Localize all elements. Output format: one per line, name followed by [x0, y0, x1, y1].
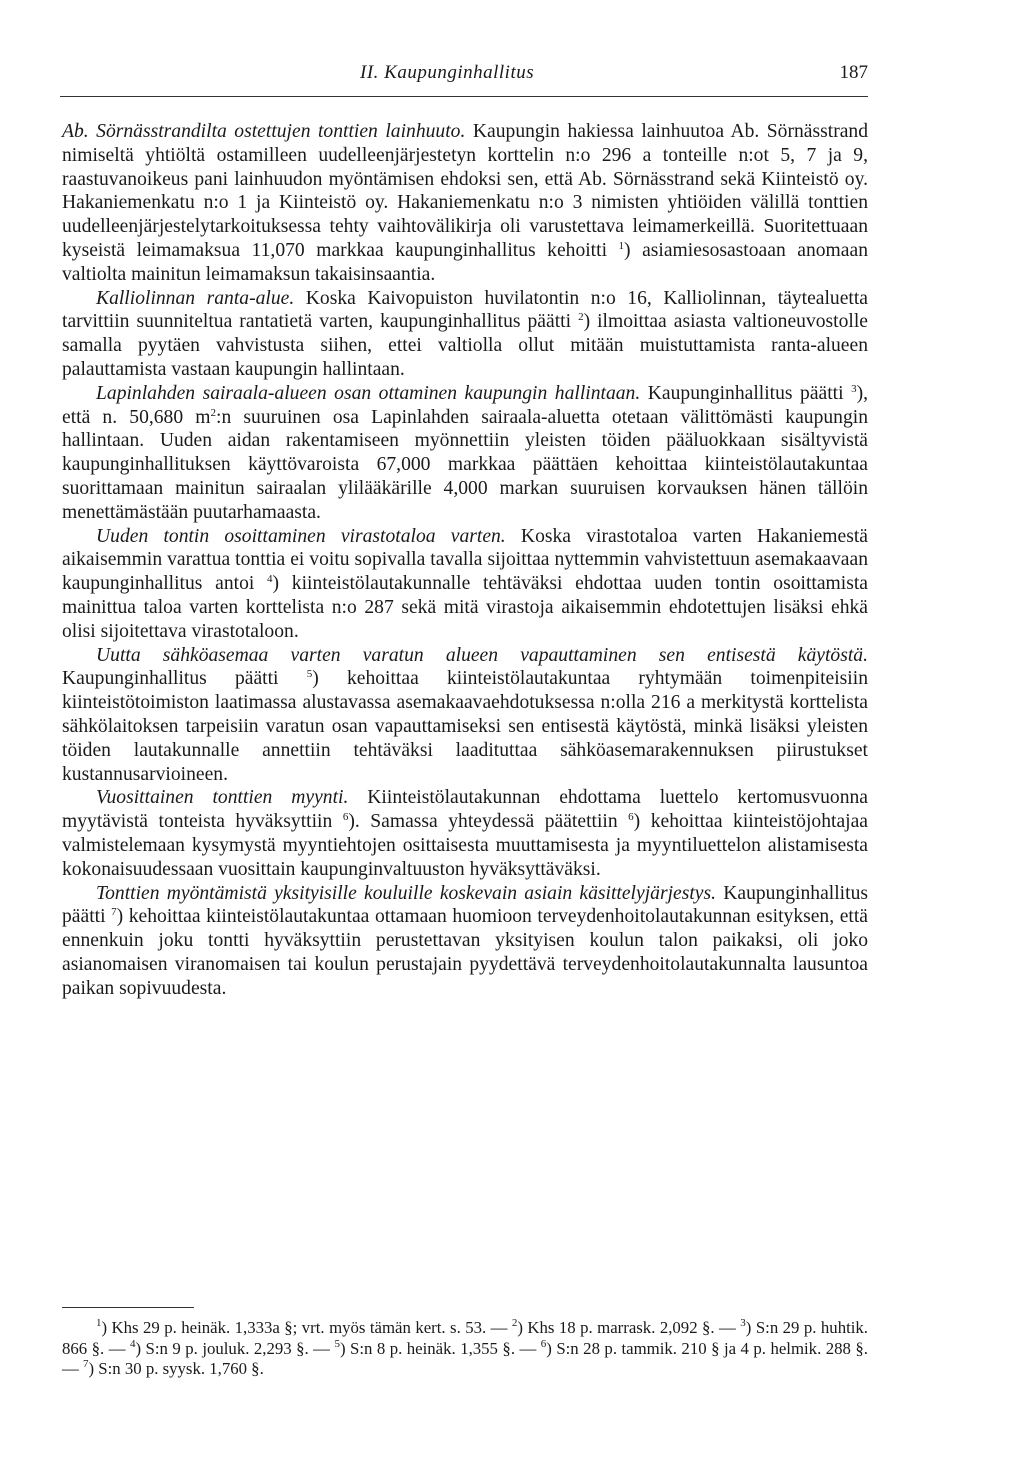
- running-header: [60, 62, 868, 97]
- text-run: Koska virastotaloa varten Hakaniemestä aikaisemmin varattua tonttia ei voitu sopivalla tavalla sijoittaa nyttemmin vahvistettuun asemakaavaan kaupunginhallitus antoi: [62, 525, 868, 595]
- text-run: Kaupunginhallitus päätti: [62, 882, 868, 928]
- paragraph: [62, 644, 868, 787]
- paragraph: [62, 382, 868, 525]
- footnote-ref: 2: [511, 1317, 518, 1329]
- text-run: Kaupunginhallitus päätti: [62, 668, 307, 690]
- text-run: Kaupungin hakiessa lainhuutoa Ab. Sörnässtrand nimiseltä yhtiöltä ostamilleen uudelleenjärjestetyn korttelin n:o 296 a tonteille n:ot 5, 7 ja 9, raastuvanoikeus pani lainhuudon myöntämisen ehdoksi sen, että Ab. Sörnässtrand sekä Kiinteistö oy. Hakaniemenkatu n:o 1 ja Kiinteistö oy. Hakaniemenkatu n:o 3 nimisten yhtiöiden välillä tonttien uudelleenjärjestelytarkoituksessa tehty vaihtovälikirja oli varustettava leimamerkeillä. Suoritettuaan kyseistä leimamaksua 11,070 markkaa kaupunginhallitus kehoitti: [62, 121, 869, 261]
- section-heading: Ab. Sörnässtrandilta ostettujen tonttien lainhuuto.: [62, 121, 466, 142]
- text-run: ) S:n 9 p. jouluk. 2,293 §. —: [135, 1338, 335, 1358]
- section-heading: Kalliolinnan ranta-alue.: [96, 287, 295, 309]
- footnote-ref: 6: [628, 811, 634, 824]
- text-run: :n suuruinen osa Lapinlahden sairaala-aluetta otetaan välittömästi kaupungin hallintaan. Uuden aidan rakentamiseen myönnettiin yleisten töiden pääluokkaan sisältyvistä kaupunginhallituksen käyttövaroista 67,000 markkaa päättäen kehoittaa kiinteistölautakuntaa suorittamaan mainitun sairaalan ylilääkärille 4,000 markan suuruisen korvauksen hänen tällöin menettämästään puutarhamaasta.: [62, 406, 869, 523]
- footnote-ref: 4: [129, 1337, 136, 1350]
- footnote-ref: 1: [96, 1317, 102, 1329]
- footnote-ref: 1: [618, 239, 625, 252]
- footnote-ref: 3: [740, 1317, 746, 1329]
- paragraph: [62, 786, 868, 881]
- text-run: ) ilmoittaa asiasta valtioneuvostolle samalla pyytäen vahvistusta siihen, ettei valtiolla ollut mitään muistuttamista ranta-alueen palauttamista vastaan kaupungin hallintaan.: [62, 311, 868, 380]
- text-run: ). Samassa yhteydessä päätettiin: [348, 811, 629, 833]
- paragraph: [62, 882, 868, 1001]
- page-number: 187: [839, 62, 868, 83]
- section-heading: Lapinlahden sairaala-alueen osan ottaminen kaupungin hallintaan.: [96, 382, 641, 404]
- footnotes: [62, 1318, 868, 1380]
- footnote-paragraph: [62, 1318, 868, 1380]
- footnote-ref: 5: [306, 668, 313, 681]
- text-run: Kaupunginhallitus päätti: [640, 382, 852, 404]
- footnote-ref: 2: [578, 311, 584, 324]
- text-run: Kiinteistölautakunnan ehdottama luettelo kertomusvuonna myytävistä tonteista hyväksyttiin: [62, 787, 868, 833]
- chapter-title: II. Kaupunginhallitus: [360, 62, 535, 83]
- text-run: Koska Kaivopuiston huvilatontin n:o 16, Kalliolinnan, täytealuetta tarvittiin suunniteltua rantatietä varten, kaupunginhallitus päätti: [62, 287, 869, 333]
- text-run: ) Khs 29 p. heinäk. 1,333a §; vrt. myös tämän kert. s. 53. —: [101, 1318, 512, 1337]
- text-run: ) kehoittaa kiinteistölautakuntaa ryhtymään toimenpiteisiin kiinteistötoimiston laatimassa alustavassa asemakaavaehdotuksessa n:olla 216 a merkitystä korttelista sähkölaitoksen tarpeisiin varatun osan vapauttamiseksi sen entisestä käytöstä, minkä lisäksi yleisten töiden lautakunnalle annettiin tehtäväksi laadituttaa sähköasemarakennuksen piirustukset kustannusarvioineen.: [62, 668, 868, 785]
- text-run: ) S:n 29 p. huhtik. 866 §. —: [62, 1318, 868, 1358]
- paragraph: [62, 525, 868, 644]
- footnote-ref: 5: [334, 1337, 340, 1350]
- footnote-ref: 3: [851, 382, 857, 395]
- text-run: ) S:n 30 p. syysk. 1,760 §.: [88, 1359, 264, 1378]
- text-run: ) asiamiesosastoaan anomaan valtiolta mainitun leimamaksun takaisinsaantia.: [62, 239, 868, 285]
- section-heading: Uutta sähköasemaa varten varatun alueen vapauttaminen sen entisestä käytöstä.: [96, 644, 868, 666]
- footnote-divider: [62, 1307, 194, 1308]
- text-run: ) S:n 28 p. tammik. 210 § ja 4 p. helmik. 288 §. —: [62, 1338, 868, 1378]
- section-heading: Uuden tontin osoittaminen virastotaloa varten.: [96, 525, 506, 547]
- text-run: ) kiinteistölautakunnalle tehtäväksi ehdottaa uuden tontin osoittamista mainittua taloa varten korttelista n:o 287 sekä mitä virastoja aikaisemmin ehdotettujen lisäksi ehkä olisi sijoitettava virastotaloon.: [62, 573, 868, 642]
- text-run: ) kehoittaa kiinteistöjohtajaa valmistelemaan kysymystä myyntiehtojen osittaisesta muuttamisesta ja myyntiluettelon alistamisesta kokonaisuudessaan vuosittain kaupunginvaltuuston hyväksyttäväksi.: [62, 811, 868, 880]
- text-run: ), että n. 50,680 m: [62, 382, 869, 428]
- footnote-ref: 6: [342, 811, 349, 824]
- section-heading: Vuosittainen tonttien myynti.: [96, 787, 349, 809]
- section-heading: Tonttien myöntämistä yksityisille kouluille koskevain asiain käsittelyjärjestys.: [96, 882, 716, 904]
- footnote-ref: 7: [111, 906, 117, 919]
- footnote-ref: 4: [267, 573, 273, 586]
- footnote-ref: 6: [540, 1337, 547, 1350]
- footnote-ref: 2: [210, 406, 217, 419]
- main-text: [62, 120, 868, 1000]
- footnote-ref: 7: [82, 1358, 89, 1370]
- text-run: ) S:n 8 p. heinäk. 1,355 §. —: [339, 1338, 541, 1358]
- paragraph: [62, 120, 868, 287]
- text-run: ) Khs 18 p. marrask. 2,092 §. —: [517, 1318, 741, 1337]
- paragraph: [62, 287, 868, 382]
- text-run: ) kehoittaa kiinteistölautakuntaa ottamaan huomioon terveydenhoitolautakunnan esityksen, että ennenkuin joku tontti hyväksyttiin perustettavan yksityisen koulun talon paikaksi, oli joko asianomaisen viranomaisen tai koulun perustajain pyydettävä terveydenhoitolautakunnalta lausuntoa paikan sopivuudesta.: [62, 906, 869, 999]
